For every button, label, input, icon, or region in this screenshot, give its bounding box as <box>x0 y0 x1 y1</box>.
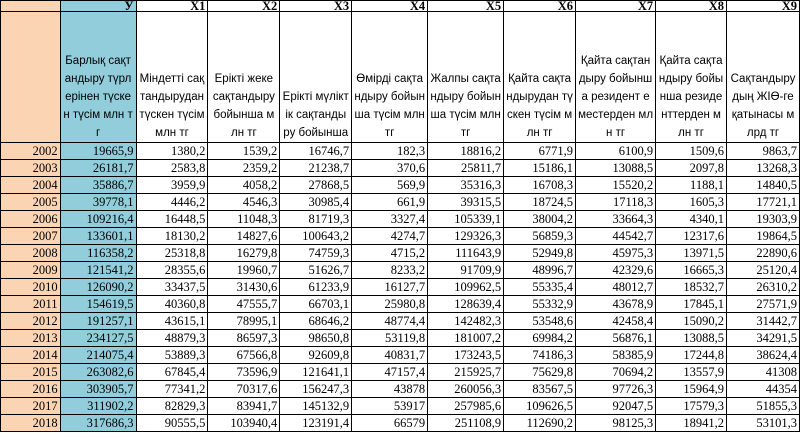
year-cell: 2006 <box>1 211 61 228</box>
value-cell-x7: 97726,3 <box>576 381 656 398</box>
value-cell-у: 133601,1 <box>60 228 136 245</box>
column-code-x7: X7 <box>576 1 656 12</box>
value-cell-x9: 17721,1 <box>726 194 799 211</box>
value-cell-x3: 51626,7 <box>280 262 352 279</box>
value-cell-x1: 25318,8 <box>136 245 208 262</box>
value-cell-x5: 109962,5 <box>428 279 504 296</box>
value-cell-x4: 25980,8 <box>352 296 428 313</box>
value-cell-x1: 90555,5 <box>136 415 208 432</box>
value-cell-x7: 15520,2 <box>576 177 656 194</box>
value-cell-x8: 18941,2 <box>656 415 727 432</box>
table-row <box>1 330 800 347</box>
value-cell-у: 35886,7 <box>60 177 136 194</box>
value-cell-у: 109216,4 <box>60 211 136 228</box>
value-cell-x9: 53101,3 <box>726 415 799 432</box>
column-description-x5: Жалпы сақтандыру бойынша түсім млн тг <box>428 12 504 143</box>
table-row <box>1 160 800 177</box>
value-cell-x7: 56876,1 <box>576 330 656 347</box>
value-cell-x8: 16665,3 <box>656 262 727 279</box>
value-cell-x4: 66579 <box>352 415 428 432</box>
value-cell-x4: 53917 <box>352 398 428 415</box>
value-cell-x6: 15186,1 <box>504 160 576 177</box>
value-cell-x3: 68646,2 <box>280 313 352 330</box>
value-cell-x9: 26310,2 <box>726 279 799 296</box>
value-cell-x7: 92047,5 <box>576 398 656 415</box>
value-cell-x1: 67845,4 <box>136 364 208 381</box>
value-cell-x9: 22890,6 <box>726 245 799 262</box>
value-cell-x5: 215925,7 <box>428 364 504 381</box>
table-row <box>1 296 800 313</box>
value-cell-у: 26181,7 <box>60 160 136 177</box>
value-cell-x5: 91709,9 <box>428 262 504 279</box>
value-cell-x1: 1380,2 <box>136 143 208 160</box>
value-cell-x4: 43878 <box>352 381 428 398</box>
value-cell-x6: 18724,5 <box>504 194 576 211</box>
value-cell-x8: 1509,6 <box>656 143 727 160</box>
corner-cell <box>1 12 61 143</box>
value-cell-x6: 48996,7 <box>504 262 576 279</box>
value-cell-x2: 11048,3 <box>208 211 280 228</box>
value-cell-x3: 16746,7 <box>280 143 352 160</box>
value-cell-x4: 661,9 <box>352 194 428 211</box>
value-cell-x9: 34291,5 <box>726 330 799 347</box>
value-cell-x2: 31430,6 <box>208 279 280 296</box>
column-code-x4: X4 <box>352 1 428 12</box>
value-cell-у: 311902,2 <box>60 398 136 415</box>
value-cell-x2: 16279,8 <box>208 245 280 262</box>
value-cell-x5: 260056,3 <box>428 381 504 398</box>
value-cell-x5: 142482,3 <box>428 313 504 330</box>
value-cell-x2: 47555,7 <box>208 296 280 313</box>
value-cell-x5: 105339,1 <box>428 211 504 228</box>
value-cell-x7: 13088,5 <box>576 160 656 177</box>
value-cell-x2: 67566,8 <box>208 347 280 364</box>
table-row <box>1 177 800 194</box>
value-cell-x1: 16448,5 <box>136 211 208 228</box>
value-cell-x1: 33437,5 <box>136 279 208 296</box>
column-code-x5: X5 <box>428 1 504 12</box>
value-cell-x8: 17845,1 <box>656 296 727 313</box>
value-cell-x3: 81719,3 <box>280 211 352 228</box>
value-cell-x4: 370,6 <box>352 160 428 177</box>
year-cell: 2014 <box>1 347 61 364</box>
value-cell-x2: 2359,2 <box>208 160 280 177</box>
value-cell-x8: 15090,2 <box>656 313 727 330</box>
table-row <box>1 211 800 228</box>
column-code-у: У <box>60 1 136 12</box>
column-code-x9: X9 <box>726 1 799 12</box>
value-cell-x6: 16708,3 <box>504 177 576 194</box>
column-code-x8: X8 <box>656 1 727 12</box>
table-row <box>1 245 800 262</box>
value-cell-x6: 83567,5 <box>504 381 576 398</box>
value-cell-x4: 569,9 <box>352 177 428 194</box>
value-cell-x7: 42329,6 <box>576 262 656 279</box>
value-cell-x6: 109626,5 <box>504 398 576 415</box>
value-cell-x9: 38624,4 <box>726 347 799 364</box>
value-cell-x3: 74759,3 <box>280 245 352 262</box>
value-cell-x8: 2097,8 <box>656 160 727 177</box>
value-cell-у: 214075,4 <box>60 347 136 364</box>
value-cell-x6: 69984,2 <box>504 330 576 347</box>
column-code-x1: X1 <box>136 1 208 12</box>
value-cell-x8: 13088,5 <box>656 330 727 347</box>
value-cell-x9: 44354 <box>726 381 799 398</box>
column-code-row <box>1 1 800 12</box>
value-cell-x6: 112690,2 <box>504 415 576 432</box>
value-cell-x7: 33664,3 <box>576 211 656 228</box>
value-cell-x5: 39315,5 <box>428 194 504 211</box>
value-cell-у: 126090,2 <box>60 279 136 296</box>
value-cell-x6: 52949,8 <box>504 245 576 262</box>
value-cell-x3: 21238,7 <box>280 160 352 177</box>
value-cell-x1: 53889,3 <box>136 347 208 364</box>
column-description-x3: Ерікті мүліктік сақтандыру бойынша <box>280 12 352 143</box>
year-cell: 2015 <box>1 364 61 381</box>
column-description-x4: Өмірді сақтандыру бойынша түсім млн тг <box>352 12 428 143</box>
value-cell-x4: 48774,4 <box>352 313 428 330</box>
value-cell-x7: 58385,9 <box>576 347 656 364</box>
value-cell-x4: 47157,4 <box>352 364 428 381</box>
year-cell: 2005 <box>1 194 61 211</box>
value-cell-x2: 78995,1 <box>208 313 280 330</box>
value-cell-x7: 44542,7 <box>576 228 656 245</box>
value-cell-x9: 19303,9 <box>726 211 799 228</box>
value-cell-x1: 28355,6 <box>136 262 208 279</box>
year-cell: 2013 <box>1 330 61 347</box>
value-cell-x1: 48879,3 <box>136 330 208 347</box>
value-cell-x4: 4715,2 <box>352 245 428 262</box>
value-cell-x6: 38004,2 <box>504 211 576 228</box>
value-cell-x6: 53548,6 <box>504 313 576 330</box>
column-description-x7: Қайта сақтандыру бойынша резидент еместерден млн тг <box>576 12 656 143</box>
value-cell-x5: 181007,2 <box>428 330 504 347</box>
value-cell-x2: 4058,2 <box>208 177 280 194</box>
value-cell-x1: 82829,3 <box>136 398 208 415</box>
value-cell-x8: 13971,5 <box>656 245 727 262</box>
value-cell-у: 121541,2 <box>60 262 136 279</box>
value-cell-x8: 17579,3 <box>656 398 727 415</box>
value-cell-x1: 3959,9 <box>136 177 208 194</box>
value-cell-x1: 2583,8 <box>136 160 208 177</box>
value-cell-x1: 4446,2 <box>136 194 208 211</box>
value-cell-x4: 182,3 <box>352 143 428 160</box>
value-cell-x5: 129326,3 <box>428 228 504 245</box>
year-cell: 2009 <box>1 262 61 279</box>
value-cell-x4: 16127,7 <box>352 279 428 296</box>
value-cell-x7: 42458,4 <box>576 313 656 330</box>
value-cell-у: 263082,6 <box>60 364 136 381</box>
value-cell-x6: 74186,3 <box>504 347 576 364</box>
column-description-x1: Міндетті сақтандырудан түскен түсім млн тг <box>136 12 208 143</box>
value-cell-x9: 41308 <box>726 364 799 381</box>
value-cell-x3: 98650,8 <box>280 330 352 347</box>
value-cell-у: 116358,2 <box>60 245 136 262</box>
value-cell-x6: 55335,4 <box>504 279 576 296</box>
value-cell-x3: 121641,1 <box>280 364 352 381</box>
column-description-x9: Сақтандырудың ЖІӨ-ге қатынасы млрд тг <box>726 12 799 143</box>
value-cell-у: 191257,1 <box>60 313 136 330</box>
value-cell-x5: 251108,9 <box>428 415 504 432</box>
value-cell-x5: 128639,4 <box>428 296 504 313</box>
table-row <box>1 262 800 279</box>
value-cell-x3: 66703,1 <box>280 296 352 313</box>
value-cell-x6: 55332,9 <box>504 296 576 313</box>
year-cell: 2008 <box>1 245 61 262</box>
year-cell: 2011 <box>1 296 61 313</box>
value-cell-x2: 4546,3 <box>208 194 280 211</box>
value-cell-у: 19665,9 <box>60 143 136 160</box>
value-cell-x1: 43615,1 <box>136 313 208 330</box>
value-cell-x9: 9863,7 <box>726 143 799 160</box>
value-cell-x8: 13557,9 <box>656 364 727 381</box>
value-cell-x5: 111643,9 <box>428 245 504 262</box>
value-cell-x2: 14827,6 <box>208 228 280 245</box>
value-cell-x8: 17244,8 <box>656 347 727 364</box>
value-cell-x5: 18816,2 <box>428 143 504 160</box>
value-cell-x7: 17118,3 <box>576 194 656 211</box>
value-cell-x9: 51855,3 <box>726 398 799 415</box>
column-description-x6: Қайта сақтандырудан түскен түсім млн тг <box>504 12 576 143</box>
value-cell-x2: 103940,4 <box>208 415 280 432</box>
value-cell-x1: 18130,2 <box>136 228 208 245</box>
value-cell-x9: 14840,5 <box>726 177 799 194</box>
value-cell-x3: 100643,2 <box>280 228 352 245</box>
year-cell: 2018 <box>1 415 61 432</box>
value-cell-x9: 13268,3 <box>726 160 799 177</box>
table-row <box>1 364 800 381</box>
column-code-x6: X6 <box>504 1 576 12</box>
value-cell-x2: 1539,2 <box>208 143 280 160</box>
value-cell-x4: 4274,7 <box>352 228 428 245</box>
year-cell: 2002 <box>1 143 61 160</box>
column-code-x3: X3 <box>280 1 352 12</box>
table-row <box>1 381 800 398</box>
value-cell-x5: 257985,6 <box>428 398 504 415</box>
value-cell-x7: 45975,3 <box>576 245 656 262</box>
table-row <box>1 313 800 330</box>
table-row <box>1 279 800 296</box>
value-cell-у: 39778,1 <box>60 194 136 211</box>
year-cell: 2003 <box>1 160 61 177</box>
value-cell-x7: 48012,7 <box>576 279 656 296</box>
value-cell-x7: 70694,2 <box>576 364 656 381</box>
table-row <box>1 143 800 160</box>
value-cell-x5: 25811,7 <box>428 160 504 177</box>
year-cell: 2017 <box>1 398 61 415</box>
value-cell-у: 234127,5 <box>60 330 136 347</box>
value-cell-у: 317686,3 <box>60 415 136 432</box>
value-cell-у: 154619,5 <box>60 296 136 313</box>
value-cell-x8: 15964,9 <box>656 381 727 398</box>
value-cell-x2: 19960,7 <box>208 262 280 279</box>
value-cell-x3: 61233,9 <box>280 279 352 296</box>
column-description-row <box>1 12 800 143</box>
value-cell-x8: 1605,3 <box>656 194 727 211</box>
value-cell-x9: 31442,7 <box>726 313 799 330</box>
value-cell-x3: 92609,8 <box>280 347 352 364</box>
value-cell-x6: 6771,9 <box>504 143 576 160</box>
value-cell-x5: 35316,3 <box>428 177 504 194</box>
corner-cell <box>1 1 61 12</box>
value-cell-x2: 83941,7 <box>208 398 280 415</box>
value-cell-x3: 30985,4 <box>280 194 352 211</box>
value-cell-x8: 4340,1 <box>656 211 727 228</box>
table-row <box>1 415 800 432</box>
value-cell-x4: 53119,8 <box>352 330 428 347</box>
value-cell-у: 303905,7 <box>60 381 136 398</box>
value-cell-x5: 173243,5 <box>428 347 504 364</box>
value-cell-x4: 40831,7 <box>352 347 428 364</box>
value-cell-x6: 56859,3 <box>504 228 576 245</box>
value-cell-x9: 19864,5 <box>726 228 799 245</box>
value-cell-x2: 70317,6 <box>208 381 280 398</box>
value-cell-x3: 156247,3 <box>280 381 352 398</box>
value-cell-x1: 77341,2 <box>136 381 208 398</box>
value-cell-x6: 75629,8 <box>504 364 576 381</box>
value-cell-x7: 6100,9 <box>576 143 656 160</box>
year-cell: 2004 <box>1 177 61 194</box>
value-cell-x9: 25120,4 <box>726 262 799 279</box>
column-code-x2: X2 <box>208 1 280 12</box>
year-cell: 2010 <box>1 279 61 296</box>
value-cell-x8: 18532,7 <box>656 279 727 296</box>
value-cell-x1: 40360,8 <box>136 296 208 313</box>
year-cell: 2016 <box>1 381 61 398</box>
table-row <box>1 347 800 364</box>
value-cell-x7: 43678,9 <box>576 296 656 313</box>
value-cell-x3: 145132,9 <box>280 398 352 415</box>
table-row <box>1 194 800 211</box>
value-cell-x7: 98125,3 <box>576 415 656 432</box>
value-cell-x9: 27571,9 <box>726 296 799 313</box>
value-cell-x8: 12317,6 <box>656 228 727 245</box>
column-description-у: Барлық сақтандыру түрлерінен түскен түсім млн тг <box>60 12 136 143</box>
value-cell-x3: 123191,4 <box>280 415 352 432</box>
table-row <box>1 228 800 245</box>
year-cell: 2007 <box>1 228 61 245</box>
column-description-x2: Ерікті жеке сақтандыру бойынша млн тг <box>208 12 280 143</box>
value-cell-x2: 86597,3 <box>208 330 280 347</box>
column-description-x8: Қайта сақтандыру бойынша резиденттерден млн тг <box>656 12 727 143</box>
value-cell-x2: 73596,9 <box>208 364 280 381</box>
value-cell-x4: 3327,4 <box>352 211 428 228</box>
value-cell-x4: 8233,2 <box>352 262 428 279</box>
value-cell-x8: 1188,1 <box>656 177 727 194</box>
table-row <box>1 398 800 415</box>
value-cell-x3: 27868,5 <box>280 177 352 194</box>
year-cell: 2012 <box>1 313 61 330</box>
